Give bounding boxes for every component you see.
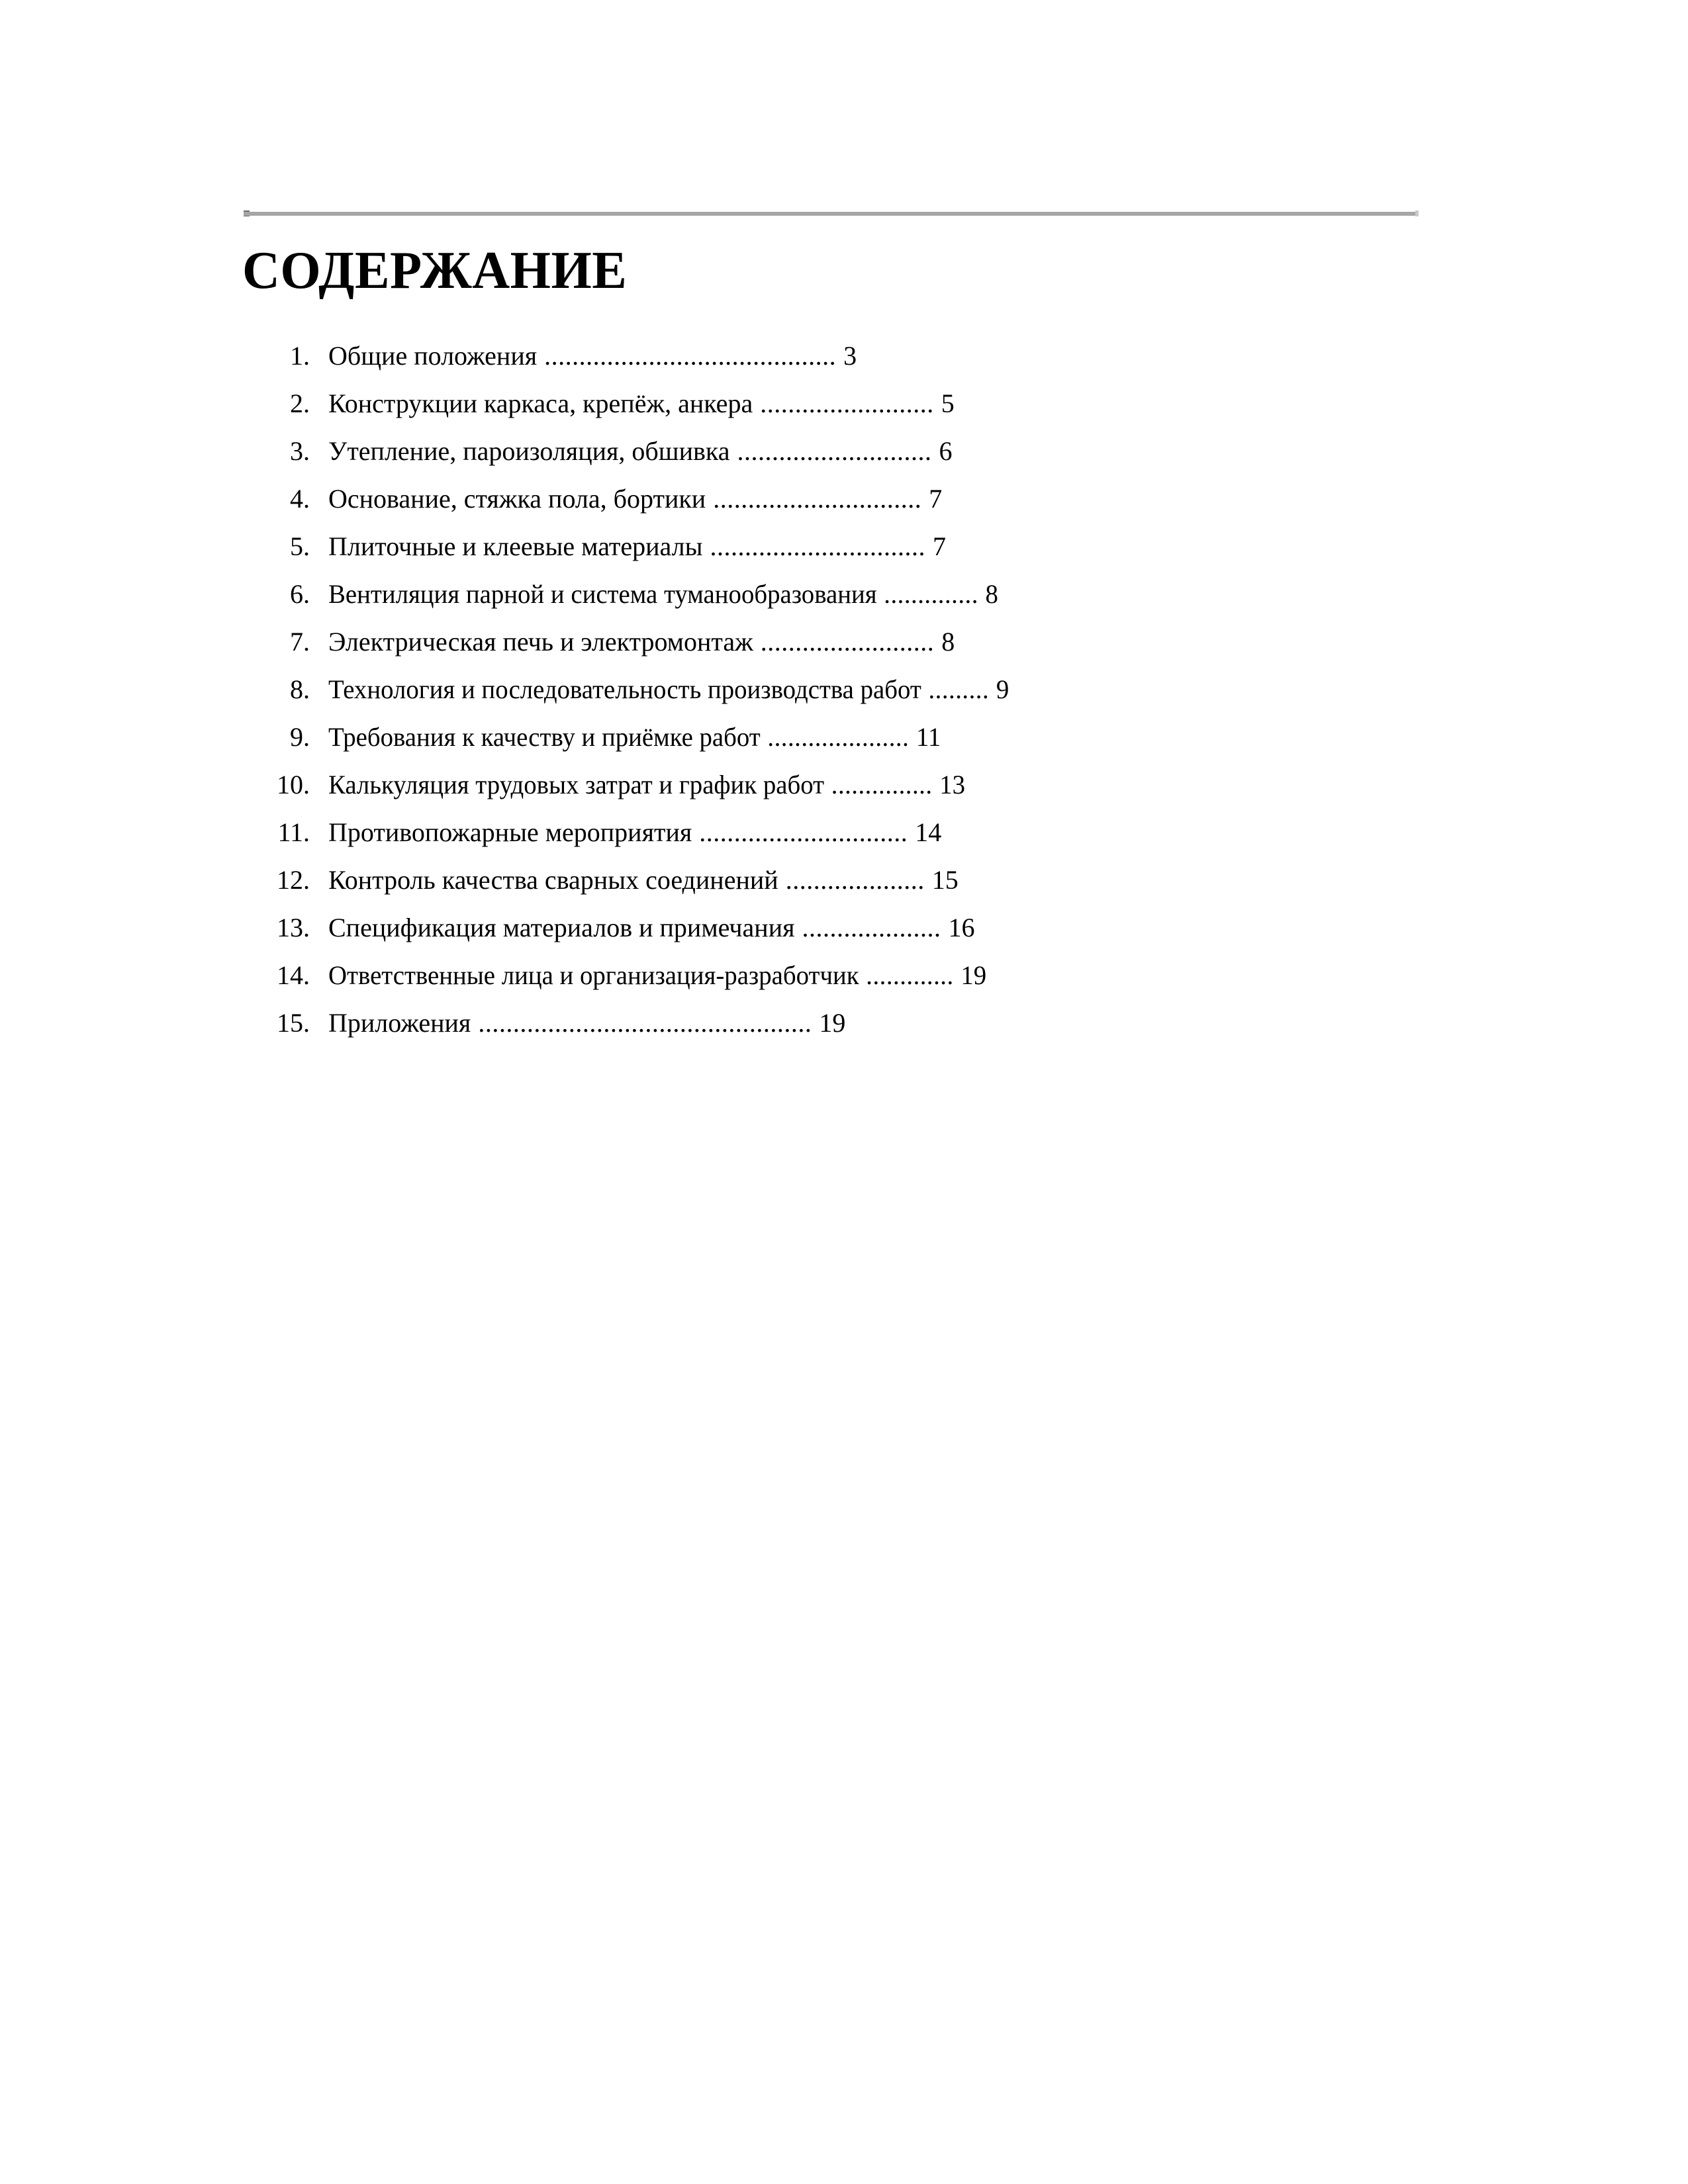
toc-entry-dot-leader: ............................... <box>710 531 925 561</box>
toc-entry-body <box>328 523 946 570</box>
toc-entry-dot-leader: .................... <box>785 865 925 895</box>
toc-entry-label[interactable]: Вентиляция парной и система туманообразования <box>328 579 877 609</box>
toc-entry-body <box>328 999 845 1047</box>
toc-entry-number: 4. <box>290 484 310 514</box>
toc-entry-dot-leader: ......................... <box>760 388 934 418</box>
toc-entry-dot-leader: .............................. <box>713 484 922 514</box>
toc-entry-dot-leader: .............................. <box>699 817 908 847</box>
header-rule-line <box>244 212 1419 216</box>
toc-entry-number: 2. <box>290 388 310 418</box>
page-title: СОДЕРЖАНИЕ <box>242 242 628 300</box>
toc-entry-label[interactable]: Конструкции каркаса, крепёж, анкера <box>328 388 753 418</box>
toc-entry-dot-leader: .................... <box>802 913 941 942</box>
toc-entry-label[interactable]: Требования к качеству и приёмке работ <box>328 722 761 752</box>
toc-entry-page-number: 11 <box>915 722 941 752</box>
toc-entry-page-number: 19 <box>961 960 987 990</box>
toc-entry-body <box>328 713 941 761</box>
toc-entry-dot-leader: .......................................... <box>544 341 837 371</box>
toc-entry-number: 8. <box>290 674 310 704</box>
toc-entry-page-number: 7 <box>929 484 943 514</box>
toc-entry-label[interactable]: Общие положения <box>328 341 538 371</box>
toc-entry[interactable] <box>244 713 1422 761</box>
toc-entry-number: 1. <box>290 341 310 371</box>
toc-entry-page-number: 8 <box>985 579 998 609</box>
toc-entry-body <box>328 618 955 666</box>
toc-entry-dot-leader: ............................ <box>737 436 932 466</box>
toc-entry-number: 7. <box>290 627 310 657</box>
toc-entry-number: 14. <box>277 960 310 990</box>
toc-entry-label[interactable]: Утепление, пароизоляция, обшивка <box>328 436 730 466</box>
toc-entry-number: 6. <box>290 579 310 609</box>
toc-entry-dot-leader: ................................................ <box>478 1008 812 1038</box>
toc-entry-page-number: 8 <box>941 627 955 657</box>
toc-entry-body <box>328 666 1009 713</box>
toc-entry-label[interactable]: Приложения <box>328 1008 471 1038</box>
toc-entry-dot-leader: ..................... <box>767 722 910 752</box>
toc-entry-body <box>328 761 965 809</box>
toc-entry-label[interactable]: Спецификация материалов и примечания <box>328 913 795 942</box>
toc-entry-label[interactable]: Электрическая печь и электромонтаж <box>328 627 753 657</box>
toc-entry[interactable] <box>244 856 1422 904</box>
toc-entry-number: 12. <box>277 865 310 895</box>
toc-entry-body <box>328 952 986 999</box>
toc-entry[interactable] <box>244 904 1422 952</box>
toc-entry[interactable] <box>244 666 1422 713</box>
toc-entry-number: 3. <box>290 436 310 466</box>
toc-entry-body <box>328 809 941 856</box>
toc-entry-number: 5. <box>290 531 310 561</box>
toc-entry[interactable] <box>244 475 1422 523</box>
toc-entry-body <box>328 380 955 428</box>
toc-entry-label[interactable]: Контроль качества сварных соединений <box>328 865 778 895</box>
toc-entry[interactable] <box>244 761 1422 809</box>
toc-entry-page-number: 9 <box>996 674 1009 704</box>
toc-entry-page-number: 6 <box>939 436 953 466</box>
toc-entry-dot-leader: ............. <box>866 960 954 990</box>
toc-entry-page-number: 7 <box>933 531 946 561</box>
toc-entry[interactable] <box>244 428 1422 475</box>
toc-entry-dot-leader: .............. <box>884 579 978 609</box>
toc-entry-page-number: 14 <box>915 817 942 847</box>
toc-entry-label[interactable]: Калькуляция трудовых затрат и график работ <box>328 770 825 799</box>
toc-entry-page-number: 19 <box>819 1008 846 1038</box>
toc-entry-number: 10. <box>277 770 310 799</box>
toc-entry-dot-leader: ......... <box>928 674 990 704</box>
toc-entry-page-number: 16 <box>948 913 975 942</box>
toc-entry-body <box>328 856 959 904</box>
toc-entry-dot-leader: ......................... <box>760 627 935 657</box>
toc-entry[interactable] <box>244 523 1422 570</box>
toc-entry-body <box>328 475 942 523</box>
toc-entry-body <box>328 332 857 380</box>
toc-entry[interactable] <box>244 570 1422 618</box>
toc-entry-number: 11. <box>277 817 310 847</box>
toc-entry-number: 9. <box>290 722 310 752</box>
toc-entry-label[interactable]: Основание, стяжка пола, бортики <box>328 484 706 514</box>
toc-entry-label[interactable]: Плиточные и клеевые материалы <box>328 531 703 561</box>
toc-entry[interactable] <box>244 809 1422 856</box>
header-rule <box>244 210 1419 216</box>
toc-entry-number: 13. <box>277 913 310 942</box>
header-rule-right-tick <box>1415 210 1419 216</box>
toc-entry-page-number: 3 <box>843 341 857 371</box>
toc-entry-page-number: 15 <box>931 865 959 895</box>
toc-entry-dot-leader: ............... <box>831 770 933 799</box>
toc-entry-body <box>328 428 952 475</box>
toc-entry[interactable] <box>244 618 1422 666</box>
toc-entry[interactable] <box>244 332 1422 380</box>
table-of-contents <box>244 332 1422 1047</box>
toc-entry-label[interactable]: Технология и последовательность производства работ <box>328 674 921 704</box>
toc-entry-number: 15. <box>277 1008 310 1038</box>
toc-entry-page-number: 13 <box>939 770 965 799</box>
toc-entry[interactable] <box>244 999 1422 1047</box>
toc-entry-label[interactable]: Противопожарные мероприятия <box>328 817 692 847</box>
toc-entry-body <box>328 570 998 618</box>
toc-entry-label[interactable]: Ответственные лица и организация-разработчик <box>328 960 859 990</box>
toc-entry[interactable] <box>244 952 1422 999</box>
toc-entry-body <box>328 904 975 952</box>
toc-entry[interactable] <box>244 380 1422 428</box>
toc-entry-page-number: 5 <box>941 388 955 418</box>
